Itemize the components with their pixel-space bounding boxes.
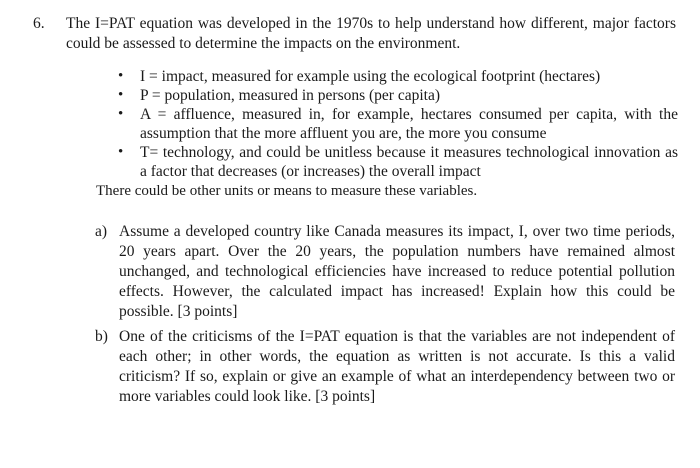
bullet-affluence <box>118 105 678 143</box>
bullet-population <box>118 86 678 105</box>
units-note: There could be other units or means to measure these variables. <box>96 183 478 199</box>
bullet-icon: • <box>118 106 124 122</box>
question-number: 6. <box>33 15 45 32</box>
bullet-icon: • <box>118 87 124 103</box>
bullet-text-technology: T= technology, and could be unitless because it measures technological innovation as a factor that decreases (or increases) the overall impact <box>140 144 678 180</box>
bullet-text-population: P = population, measured in persons (per capita) <box>140 87 441 104</box>
bullet-text-affluence: A = affluence, measured in, for example, hectares consumed per capita, with the assumption that the more affluent you are, the more you consume <box>140 106 678 142</box>
bullet-impact <box>118 67 678 86</box>
bullet-text-impact: I = impact, measured for example using the ecological footprint (hectares) <box>140 68 601 85</box>
variable-definition-list <box>118 67 678 181</box>
bullet-icon: • <box>118 144 124 160</box>
sub-question-label: a) <box>95 223 108 240</box>
question-intro: The I=PAT equation was developed in the 1970s to help understand how different, major factors could be assessed to determine the impacts on the environment. <box>66 15 676 52</box>
sub-question-label: b) <box>95 328 108 345</box>
sub-question-text: Assume a developed country like Canada measures its impact, I, over two time periods, 20 years apart. Over the 20 years, the population numbers have remained almost unchanged, and technological efficiencies have increased to reduce potential pollution effects. However, the calculated impact has increased! Explain how this could be possible. [3 points] <box>119 223 675 320</box>
sub-question-text: One of the criticisms of the I=PAT equation is that the variables are not independent of each other; in other words, the equation as written is not accurate. Is this a valid criticism? If so, explain or give an example of what an interdependency between two or more variables could look like. [3 points] <box>119 328 675 405</box>
bullet-technology <box>118 143 678 181</box>
bullet-icon: • <box>118 68 124 84</box>
